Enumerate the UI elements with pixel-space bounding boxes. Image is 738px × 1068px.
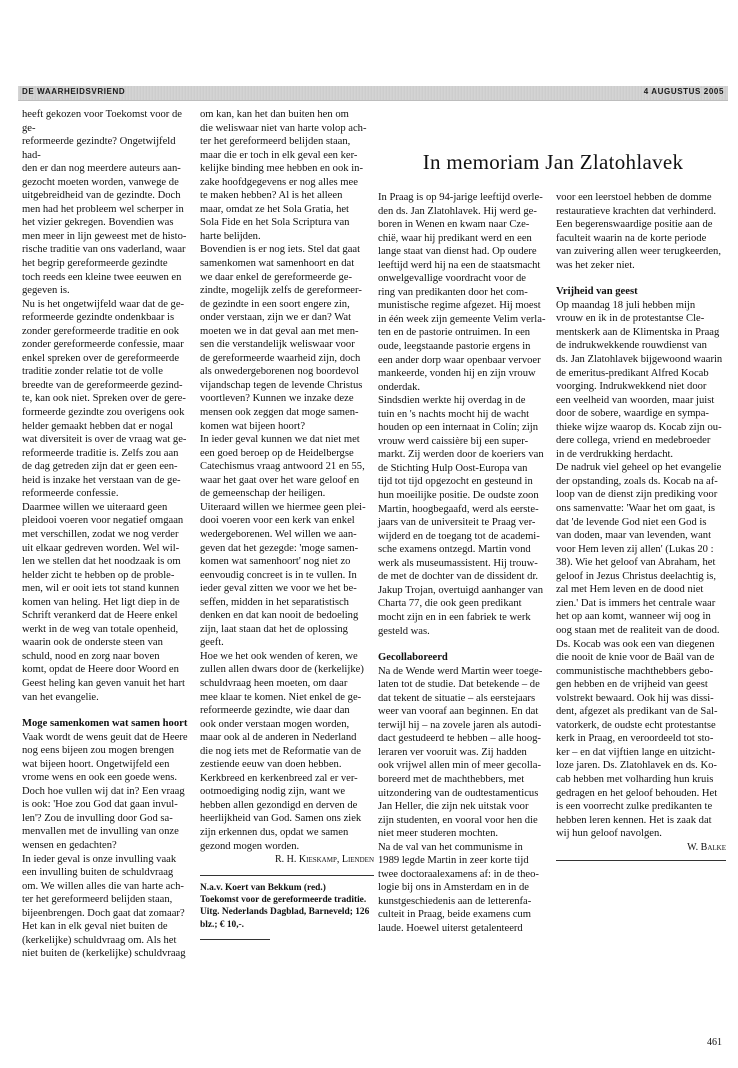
subheading: Moge samenkomen wat samen hoort xyxy=(22,718,188,730)
paragraph: Uiteraard willen we hiermee geen plei- dooi voeren voor een kerk van enkel wedergeborenen. Wel willen we aan- geven dat het gezegde: 'moge samen- komen wat samenhoort' nog niet zo eenvoudig concreet is in te vullen. In ieder geval zitten we voor we het be- seffen, midden in het separatistisch denken en dat kan nooit de bedoeling zijn, laat staan dat het de oplossing geeft. xyxy=(200,501,366,649)
paragraph: De nadruk viel geheel op het evangelie der opstanding, zoals ds. Kocab na af- loop van de dienst zijn prediking voor ons samenvatte: 'Waar het om gaat, is dat 'de levende God niet een God is van doden, maar van levenden, want voor Hem leven zij allen' (Lukas 20 : 38). Wie het geloof van Abraham, het geloof in Jezus Christus deelachtig is, zal met Hem leven en de dood niet zien.' Dat is immers het centrale waar het op aan komt, wanneer wij oog in oog staan met de realiteit van de dood. Ds. Kocab was ook een van diegenen die nooit de knie voor de Baäl van de communistische machthebbers gebo- gen hebben en de vrijheid van geest volstrekt bewaard. Ook hij was dissi- dent, afgezet als predikant van de Sal- vatorkerk, de oudste echt protestantse kerk in Praag, en veroordeeld tot sto- ker – en dat vijftien lange en uitzicht- loze jaren. Ds. Zlatohlavek en ds. Ko- cab hebben met volharding hun kruis gedragen en het geloof behouden. Het is een voorrecht zulke predikanten te hebben leren kennen. Het is zaak dat wij hun geloof navolgen. xyxy=(556,462,722,840)
paragraph: In Praag is op 94-jarige leeftijd overle- den ds. Jan Zlatohlavek. Hij werd ge- boren in Wenen en kwam naar Cze- chië, waar hij predikant werd en een lange staat van dienst had. Op oudere leeftijd werd hij na een de staatsmacht onwelgevallige voordracht voor de ring van predikanten door het com- munistische regime afgezet. Hij moest in één week zijn gemeente Velim verla- ten en de pastorie ontruimen. In een oude, leegstaande pastorie ergens in een ander dorp waar openbaar vervoer mankeerde, vonden hij en zijn vrouw onderdak. xyxy=(378,192,546,393)
article1-column-1 xyxy=(22,108,194,961)
paragraph: Vaak wordt de wens geuit dat de Heere nog eens bijeen zou mogen brengen wat bijeen hoort. Ongetwijfeld een vrome wens en ook een goede wens. Doch hoe vullen wij dat in? Een vraag is ook: 'Hoe zou God dat gaan invul- len'? Zou de invulling door God sa- menvallen met de invulling van onze wensen en gedachten? xyxy=(22,731,188,851)
publication-name: DE WAARHEIDSVRIEND xyxy=(22,87,126,96)
author-signature: R. H. Kieskamp, Lienden xyxy=(275,854,374,866)
author-signature: W. Balke xyxy=(687,841,726,853)
divider xyxy=(556,860,726,861)
page-number: 461 xyxy=(707,1037,722,1048)
paragraph: In ieder geval kunnen we dat niet met een goed beroep op de Heidelbergse Catechismus vraag antwoord 21 en 55, waar het gaat over het ware geloof en de gemeenschap der heiligen. xyxy=(200,434,365,500)
article2-column-1 xyxy=(378,191,550,936)
article1-column-2 xyxy=(200,108,374,946)
divider xyxy=(200,875,374,876)
spacer xyxy=(22,704,194,717)
paragraph: In ieder geval is onze invulling vaak een invulling buiten de schuldvraag om. We willen alles die van harte ach- ter het gereformeerd belijden staan, bijeenbrengen. Doch gaat dat zomaar? Het kan in elk geval niet buiten de (kerkelijke) schuldvraag om. Als het niet buiten de (kerkelijke) schuldvraag xyxy=(22,853,186,960)
paragraph: om kan, kan het dan buiten hen om die weliswaar niet van harte volop ach- ter het gereformeerd belijden staan, maar die er toch in elk geval een ker- kelijke binding mee hebben en ook in- zake hoofdgegevens er nog alles mee te maken hebben? Al is het alleen maar, omdat ze het Sola Gratia, het Sola Fide en het Sola Scriptura van harte belijden. xyxy=(200,109,367,242)
article2-column-2 xyxy=(556,191,726,861)
paragraph: voor een leerstoel hebben de domme restauratieve krachten dat verhinderd. Een begerenswaardige positie aan de faculteit waarin na de korte periode van zuivering allen weer terugkeerden, was het zeker niet. xyxy=(556,192,722,271)
paragraph: Op maandag 18 juli hebben mijn vrouw en ik in de protestantse Cle- mentskerk aan de Klimentska in Praag de indrukwekkende rouwdienst van ds. Jan Zlatohlavek bijgewoond waarin de emeritus-predikant Alfred Kocab voorging. Indrukwekkend niet door een veelheid van woorden, maar juist door de sobere, waardige en sympa- thieke wijze waarop ds. Kocab zijn ou- dere collega, vriend en medebroeder in de verdrukking herdacht. xyxy=(556,299,723,460)
paragraph: Sindsdien werkte hij overdag in de tuin en 's nachts mocht hij de wacht houden op een internaat in Colín; zijn vrouw werd caissière bij een super- markt. Zij werden door de koeriers van de Stichting Hulp Oost-Europa van tijd tot tijd opgezocht en gesteund in hun moeilijke positie. De oudste zoon Martin, hoogbegaafd, werd als eerste- jaars van de universiteit te Praag ver- wijderd en de toegang tot de academi- sche examens ontzegd. Martin vond werk als museumassistent. Hij trouw- de met de dochter van de dissident dr. Jakup Trojan, overtuigd aanhanger van Charta 77, die ook geen predikant mocht zijn en in een fabriek te werk gesteld was. xyxy=(378,395,544,637)
article-title: In memoriam Jan Zlatohlavek xyxy=(422,150,684,174)
paragraph: Nu is het ongetwijfeld waar dat de ge- reformeerde gezindte ondenkbaar is zonder gereformeerde traditie en ook zonder gereformeerde confessie, maar enkel spreken over de gereformeerde traditie zonder relatie tot de volle breedte van de gereformeerde gezind- te, kan ook niet. Spreken over de gere- formeerde gezindte zou overigens ook helder gemaakt hebben dat er nogal wat diversiteit is over de vraag wat ge- reformeerde traditie is. Zelfs zou aan de dag getreden zijn dat er geen een- heid is inzake het verstaan van de ge- reformeerde confessie. xyxy=(22,298,187,500)
paragraph: Hoe we het ook wenden of keren, we zullen allen dwars door de (kerkelijke) schuldvraag heen moeten, om daar mee klaar te komen. Niet enkel de ge- reformeerde gezindte, wie daar dan ook onder verstaan mogen worden, maar ook al de anderen in Nederland die nog iets met de Reformatie van de zestiende eeuw van doen hebben. Kerkbreed en kerkenbreed zal er ver- ootmoediging nodig zijn, want we hebben allen gezondigd en derven de heerlijkheid van God. Samen ons ziek zijn erkennen dus, opdat we samen gezond mogen worden. xyxy=(200,650,364,852)
subheading: Vrijheid van geest xyxy=(556,286,638,298)
book-reference: N.a.v. Koert van Bekkum (red.) Toekomst voor de gereformeerde traditie. Uitg. Nederlands Dagblad, Barneveld; 126 blz.; € 10,-. xyxy=(200,882,370,930)
issue-date: 4 AUGUSTUS 2005 xyxy=(643,87,724,96)
paragraph: Daarmee willen we uiteraard geen pleidooi voeren voor negatief omgaan met verschillen, zodat we nog verder uit elkaar gedreven worden. Wel wil- len we stellen dat het noodzaak is om helder zicht te hebben op de proble- men, wil er ooit iets tot stand kunnen komen van heling. Het ligt diep in de Schrift verankerd dat de Heere enkel werkt in de weg van totale openheid, waarin ook de onderste steen van schuld, nood en zorg naar boven komt, opdat de Heere door Woord en Geest heling kan geven vanuit het hart van het evangelie. xyxy=(22,501,185,703)
subheading: Gecollaboreerd xyxy=(378,652,448,664)
divider xyxy=(200,939,270,940)
spacer xyxy=(378,638,550,651)
paragraph: Na de val van het communisme in 1989 legde Martin in zeer korte tijd twee doctoraalexamens af: in de theo- logie bij ons in Amsterdam en in de kunstgeschiedenis aan de letterenfa- culteit in Praag, beide examens cum laude. Hoewel uiterst getalenteerd xyxy=(378,841,539,934)
paragraph: Bovendien is er nog iets. Stel dat gaat samenkomen wat samenhoort en dat we daar enkel de gereformeerde ge- zindte, mogelijk zelfs de gereformeer- de gezindte in een soort engere zin, onder verstaan, zijn we er dan? Wat moeten we in dat geval aan met men- sen die verstandelijk weliswaar voor de gereformeerde waarheid zijn, doch als onwedergeborenen nog boordevol vijandschap tegen de levende Christus voortleven? Kunnen we inzake deze mensen ook zeggen dat moge samen- komen wat bijeen hoort? xyxy=(200,244,363,432)
paragraph: heeft gekozen voor Toekomst voor de ge- reformeerde gezindte? Ongetwijfeld had- den er dan nog meerdere auteurs aan- gezocht moeten worden, vanwege de uitgebreidheid van de gezindte. Doch men had het probleem wel scherper in het vizier gekregen. Bovendien was men meer in lijn geweest met de histo- rische traditie van ons vaderland, waar het begrip gereformeerde gezindte toch reeds een kleine twee eeuwen en gegeven is. xyxy=(22,109,187,297)
spacer xyxy=(556,272,726,285)
paragraph: Na de Wende werd Martin weer toege- laten tot de studie. Dat betekende – de dat tekent de situatie – als eerstejaars weer van vooraf aan beginnen. En dat terwijl hij – na zovele jaren als autodi- dact gestudeerd te hebben – alle hoog- leraren ver vooruit was. Zij hadden ook vrijwel allen min of meer gecolla- boreerd met de machthebbers, met uitzondering van de oudtestamenticus Jan Heller, die zijn nek uitstak voor zijn studenten, en vooral voor hen die niet meer studeren mochten. xyxy=(378,665,543,840)
